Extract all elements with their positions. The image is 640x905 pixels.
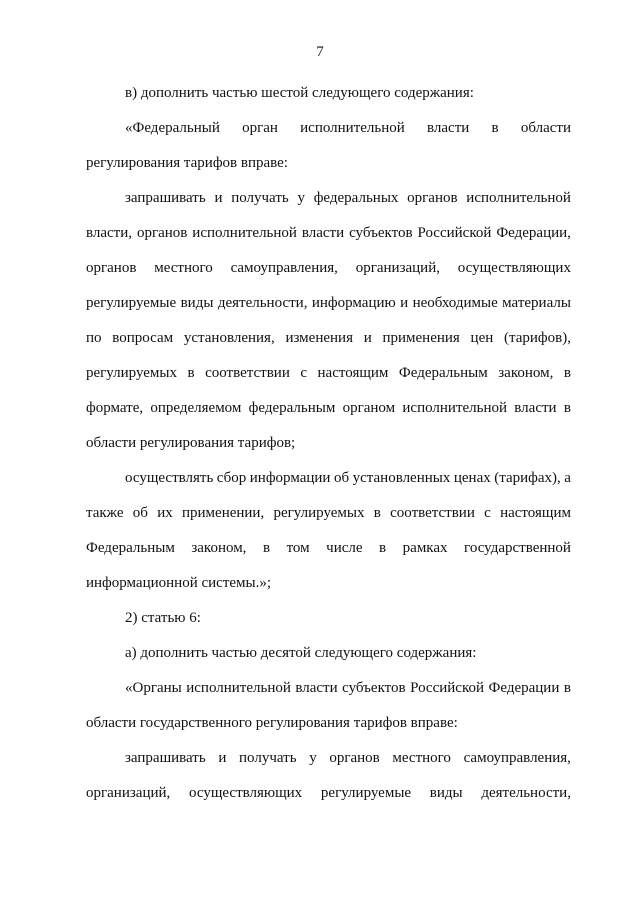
text-fragment: области регулирования тарифов;	[86, 435, 296, 451]
text-line	[86, 293, 571, 313]
word: их	[157, 505, 173, 521]
word: законом,	[498, 365, 554, 381]
word: регулируемых	[86, 365, 177, 381]
word: рамках	[402, 540, 448, 556]
word: соответствии	[205, 365, 290, 381]
text-line	[125, 83, 571, 103]
word: деятельности,	[481, 785, 571, 801]
word: власти	[295, 680, 338, 696]
word: области	[520, 120, 571, 136]
word: в	[563, 400, 571, 416]
text-fragment: в) дополнить частью шестой следующего содержания:	[125, 85, 474, 101]
word: осуществляющих	[189, 785, 303, 801]
word: формате,	[86, 400, 144, 416]
word: и	[214, 190, 223, 206]
word: применения	[382, 330, 460, 346]
word: виды	[180, 295, 214, 311]
word: материалы	[502, 295, 571, 311]
word: том	[286, 540, 310, 556]
word: виды	[429, 785, 463, 801]
word: установленных	[352, 470, 451, 486]
word: исполнительной	[192, 225, 297, 241]
word: субъектов	[342, 680, 406, 696]
word: по	[86, 330, 102, 346]
word: об	[132, 505, 148, 521]
word: а	[564, 470, 571, 486]
text-fragment: информационной системы.»;	[86, 575, 272, 591]
word: самоуправления,	[230, 260, 338, 276]
word: власти	[427, 120, 470, 136]
page-number: 7	[316, 44, 324, 60]
word: исполнительной	[300, 120, 405, 136]
word: ценах	[453, 470, 491, 486]
word: запрашивать	[125, 190, 206, 206]
text-line	[125, 643, 571, 663]
word: и	[400, 295, 409, 311]
text-fragment: 2) статью 6:	[125, 610, 201, 626]
word: «Федеральный	[125, 120, 220, 136]
word: с	[300, 365, 308, 381]
word: Федеральным	[86, 540, 175, 556]
text-line	[86, 363, 571, 383]
word: Российской	[417, 225, 492, 241]
text-line	[86, 538, 571, 558]
word: в	[379, 540, 387, 556]
text-line	[125, 678, 571, 698]
text-line	[86, 433, 571, 453]
word: органом	[342, 400, 396, 416]
word: самоуправления,	[463, 750, 571, 766]
text-line	[86, 573, 571, 593]
word: цен	[470, 330, 494, 346]
word: информацию	[311, 295, 396, 311]
word: определяемом	[150, 400, 242, 416]
word: исполнительной	[466, 190, 571, 206]
word: осуществлять	[125, 470, 214, 486]
word: информации	[249, 470, 331, 486]
word: государственной	[464, 540, 571, 556]
word: органов	[136, 225, 188, 241]
word: организаций,	[86, 785, 171, 801]
word: у	[297, 190, 305, 206]
word: у	[309, 750, 317, 766]
word: в	[563, 365, 571, 381]
word: (тарифов),	[504, 330, 571, 346]
text-line	[86, 783, 571, 803]
word: местного	[154, 260, 213, 276]
word: федеральным	[248, 400, 336, 416]
text-line	[86, 398, 571, 418]
text-line	[125, 468, 571, 488]
word: «Органы	[125, 680, 182, 696]
word: власти,	[86, 225, 133, 241]
text-line	[86, 153, 571, 173]
text-line	[86, 223, 571, 243]
word: исполнительной	[186, 680, 291, 696]
word: применении,	[181, 505, 265, 521]
word: и	[218, 750, 227, 766]
word: Федерации,	[496, 225, 571, 241]
text-line	[86, 328, 571, 348]
word: с	[484, 505, 491, 521]
word: органов	[329, 750, 380, 766]
text-fragment: а) дополнить частью десятой следующего содержания:	[125, 645, 477, 661]
word: власти	[514, 400, 557, 416]
word: об	[333, 470, 350, 486]
word: в	[373, 505, 381, 521]
word: числе	[326, 540, 363, 556]
word: запрашивать	[125, 750, 206, 766]
word: органов	[86, 260, 137, 276]
word: и	[363, 330, 372, 346]
word: необходимые	[412, 295, 498, 311]
word: (тарифах),	[494, 470, 561, 486]
word: федеральных	[313, 190, 399, 206]
word: орган	[242, 120, 278, 136]
text-line	[125, 608, 571, 628]
word: получать	[231, 190, 289, 206]
word: в	[491, 120, 499, 136]
text-fragment: области государственного регулирования тарифов вправе:	[86, 715, 458, 731]
word: органов	[407, 190, 458, 206]
word: Федерации	[488, 680, 560, 696]
word: организаций,	[355, 260, 440, 276]
text-line	[125, 118, 571, 138]
text-line	[125, 188, 571, 208]
word: субъектов	[349, 225, 413, 241]
text-line	[86, 258, 571, 278]
text-line	[86, 713, 571, 733]
word: Российской	[410, 680, 485, 696]
word: регулируемых	[273, 505, 365, 521]
word: регулируемые	[320, 785, 412, 801]
word: настоящим	[317, 365, 389, 381]
word: в	[563, 680, 571, 696]
word: в	[187, 365, 195, 381]
word: изменения	[285, 330, 353, 346]
word: Федеральным	[398, 365, 488, 381]
text-line	[125, 748, 571, 768]
word: соответствии	[390, 505, 475, 521]
text-fragment: регулирования тарифов вправе:	[86, 155, 288, 171]
word: получать	[239, 750, 297, 766]
word: настоящим	[500, 505, 571, 521]
word: также	[86, 505, 124, 521]
word: местного	[392, 750, 451, 766]
word: деятельности,	[217, 295, 308, 311]
word: законом,	[191, 540, 247, 556]
word: сбор	[216, 470, 247, 486]
word: осуществляющих	[457, 260, 571, 276]
word: вопросам	[112, 330, 174, 346]
word: исполнительной	[402, 400, 508, 416]
word: в	[262, 540, 271, 556]
word: регулируемые	[86, 295, 177, 311]
word: установления,	[183, 330, 275, 346]
text-line	[86, 503, 571, 523]
word: власти	[301, 225, 345, 241]
